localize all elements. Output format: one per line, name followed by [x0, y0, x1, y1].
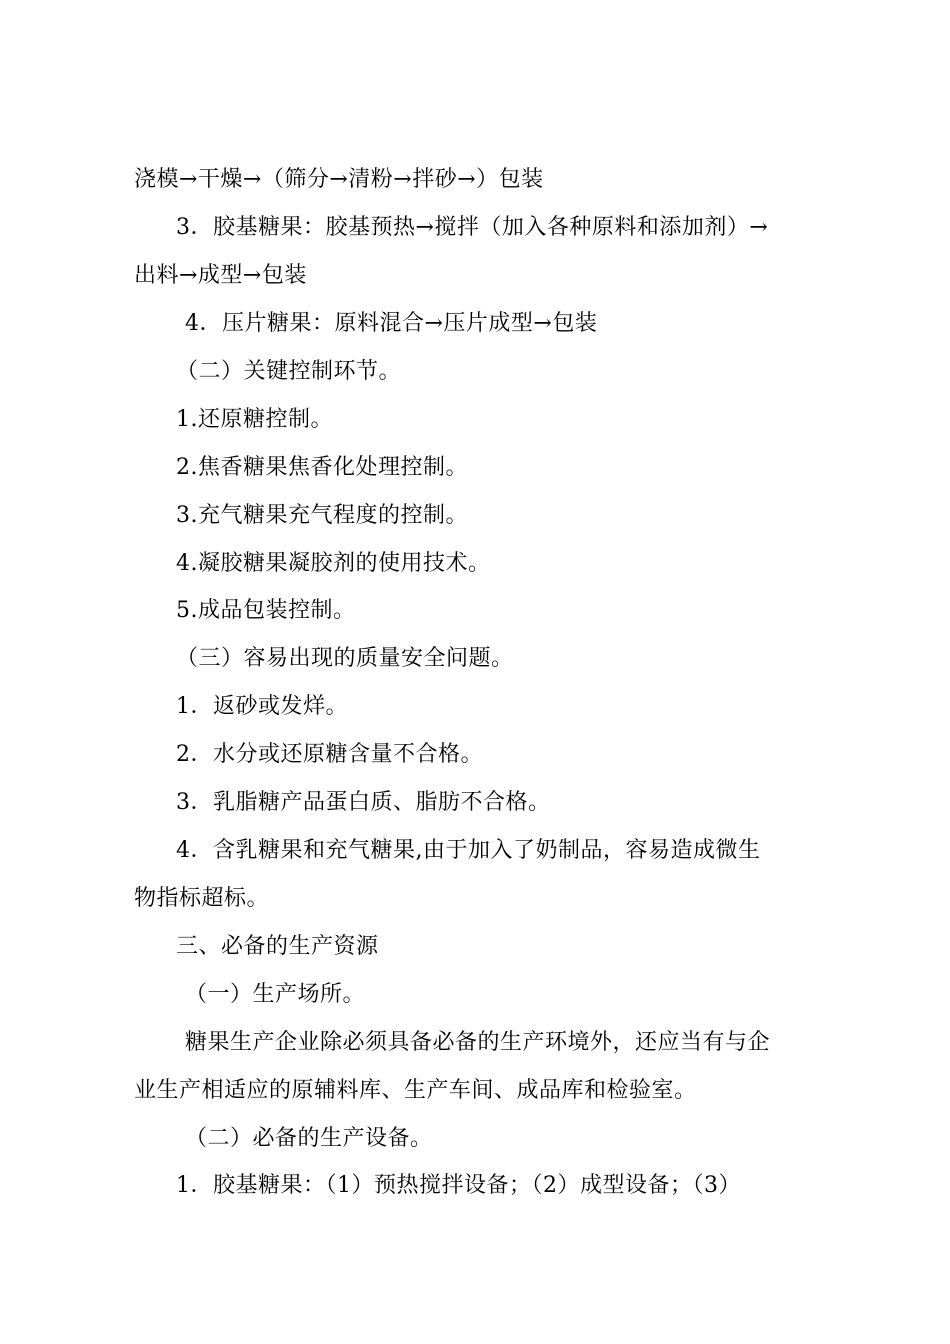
section-heading-production-equipment: （二）必备的生产设备。: [185, 1126, 433, 1151]
process-flow-continuation: 浇模→干燥→（筛分→清粉→拌砂→）包装: [134, 167, 544, 192]
gum-base-candy-process-continuation: 出料→成型→包装: [134, 263, 307, 288]
section-heading-production-site: （一）生产场所。: [185, 982, 366, 1007]
production-site-paragraph-continuation: 业生产相适应的原辅料库、生产车间、成品库和检验室。: [134, 1078, 697, 1103]
key-control-item-5: 5.成品包装控制。: [176, 598, 356, 623]
quality-issue-item-1: 1．返砂或发烊。: [176, 694, 348, 719]
key-control-item-3: 3.充气糖果充气程度的控制。: [176, 503, 468, 528]
quality-issue-item-3: 3．乳脂糖产品蛋白质、脂肪不合格。: [176, 790, 551, 815]
quality-issue-item-2: 2．水分或还原糖含量不合格。: [176, 742, 483, 767]
key-control-item-4: 4.凝胶糖果凝胶剂的使用技术。: [176, 551, 491, 576]
equipment-item-1: 1．胶基糖果：（1）预热搅拌设备；（2）成型设备；（3）: [176, 1173, 741, 1198]
chapter-heading-production-resources: 三、必备的生产资源: [176, 934, 379, 959]
gum-base-candy-process: 3．胶基糖果：胶基预热→搅拌（加入各种原料和添加剂）→: [176, 215, 769, 240]
quality-issue-item-4-continuation: 物指标超标。: [134, 886, 270, 911]
section-heading-key-control: （二）关键控制环节。: [176, 359, 402, 384]
section-heading-quality-issues: （三）容易出现的质量安全问题。: [176, 646, 514, 671]
quality-issue-item-4: 4．含乳糖果和充气糖果,由于加入了奶制品，容易造成微生: [176, 838, 761, 863]
production-site-paragraph: 糖果生产企业除必须具备必备的生产环境外，还应当有与企: [185, 1030, 771, 1055]
key-control-item-1: 1.还原糖控制。: [176, 407, 333, 432]
key-control-item-2: 2.焦香糖果焦香化处理控制。: [176, 455, 468, 480]
tablet-candy-process: 4．压片糖果：原料混合→压片成型→包装: [185, 311, 598, 336]
